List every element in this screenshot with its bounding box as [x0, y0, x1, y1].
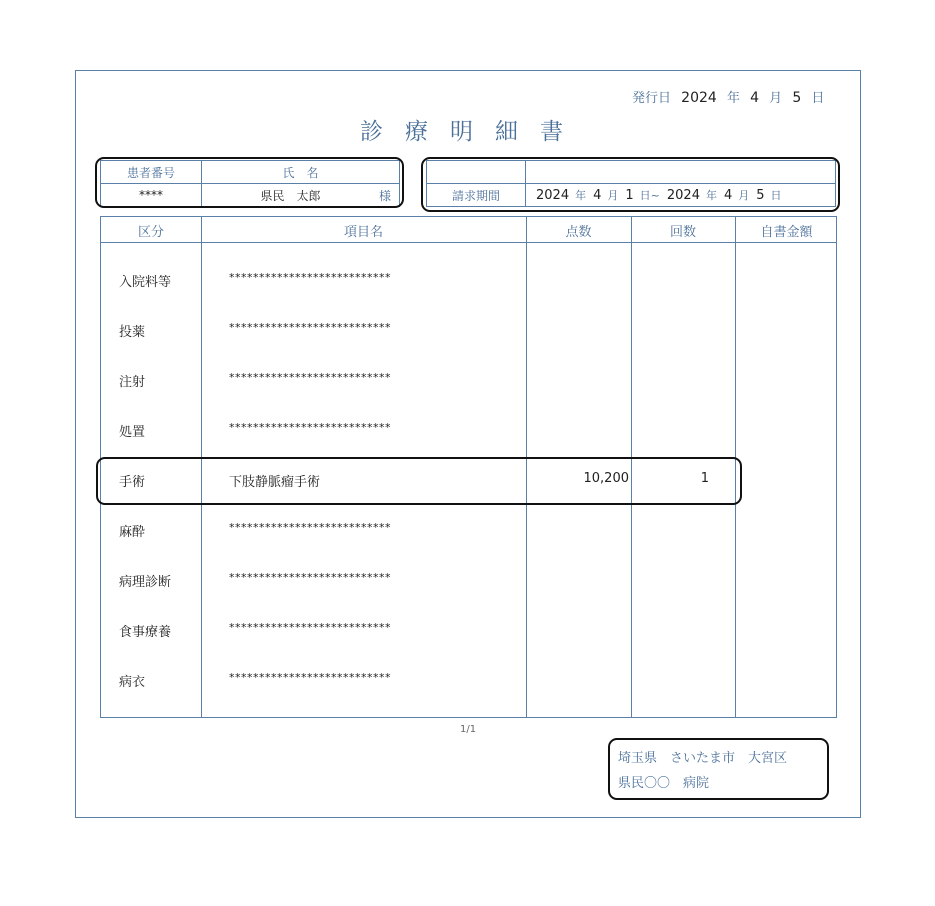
header-category: 区分 — [137, 225, 164, 240]
row-category: 処置 — [119, 425, 146, 440]
period-month-unit: 月 — [607, 189, 619, 202]
row-item: *************************** — [229, 521, 391, 534]
issue-day: 5 — [792, 90, 802, 106]
issue-year: 2024 — [681, 90, 717, 106]
row-category: 投薬 — [119, 325, 146, 340]
row-item: *************************** — [229, 571, 391, 584]
table-row — [101, 619, 836, 641]
patient-honorific: 様 — [378, 188, 391, 203]
header-points: 点数 — [565, 225, 592, 240]
patient-name: 県民 太郎 — [260, 188, 321, 203]
period-end-month: 4 — [723, 188, 733, 203]
issue-day-unit: 日 — [811, 91, 825, 106]
row-category: 麻酔 — [119, 525, 146, 540]
row-category: 病衣 — [119, 675, 146, 690]
table-row — [101, 419, 836, 441]
patient-number: **** — [101, 184, 202, 207]
patient-number-header: 患者番号 — [101, 161, 202, 184]
patient-name-header: 氏 名 — [202, 161, 400, 184]
hospital-address: 埼玉県 さいたま市 大宮区 — [618, 751, 788, 766]
header-divider — [101, 242, 836, 243]
row-count: 1 — [700, 471, 709, 486]
period-month-unit-2: 月 — [738, 189, 750, 202]
row-category: 手術 — [119, 475, 146, 490]
table-row — [101, 519, 836, 541]
row-item: *************************** — [229, 621, 391, 634]
period-range-separator: 日~ — [639, 189, 660, 202]
issue-year-unit: 年 — [726, 91, 740, 106]
row-category: 病理診断 — [119, 575, 172, 590]
table-row — [101, 369, 836, 391]
issue-date-label: 発行日 — [632, 91, 672, 106]
header-count: 回数 — [669, 225, 696, 240]
table-row — [101, 269, 836, 291]
hospital-name: 県民〇〇 病院 — [618, 776, 710, 791]
row-item: *************************** — [229, 671, 391, 684]
period-end-day: 5 — [756, 188, 765, 203]
row-points: 10,200 — [583, 471, 629, 486]
period-year-unit: 年 — [575, 189, 587, 202]
header-self-pay-amount: 自書金額 — [760, 225, 813, 240]
row-item: 下肢静脈瘤手術 — [229, 475, 321, 490]
table-row — [101, 569, 836, 591]
issue-month-unit: 月 — [769, 91, 783, 106]
row-item: *************************** — [229, 371, 391, 384]
period-day-unit: 日 — [770, 189, 782, 202]
table-row — [101, 319, 836, 341]
period-start-year: 2024 — [536, 188, 570, 203]
surgery-row-highlight-box — [96, 457, 742, 505]
row-category: 注射 — [119, 375, 146, 390]
billing-period-label: 請求期間 — [427, 184, 526, 207]
patient-highlight-box — [95, 157, 404, 208]
row-item: *************************** — [229, 421, 391, 434]
row-category: 入院料等 — [119, 275, 172, 290]
page-number: 1/1 — [460, 724, 477, 735]
period-highlight-box — [421, 157, 840, 212]
issue-month: 4 — [750, 90, 760, 106]
period-end-year: 2024 — [666, 188, 700, 203]
issue-date — [632, 87, 830, 106]
row-item: *************************** — [229, 321, 391, 334]
period-year-unit-2: 年 — [705, 189, 717, 202]
hospital-info — [618, 746, 787, 796]
period-start-day: 1 — [625, 188, 634, 203]
header-item-name: 項目名 — [343, 225, 383, 240]
document-title: 診療明細書 — [360, 119, 585, 145]
row-item: *************************** — [229, 271, 391, 284]
row-category: 食事療養 — [119, 625, 172, 640]
period-start-month: 4 — [593, 188, 602, 203]
table-row — [101, 669, 836, 691]
